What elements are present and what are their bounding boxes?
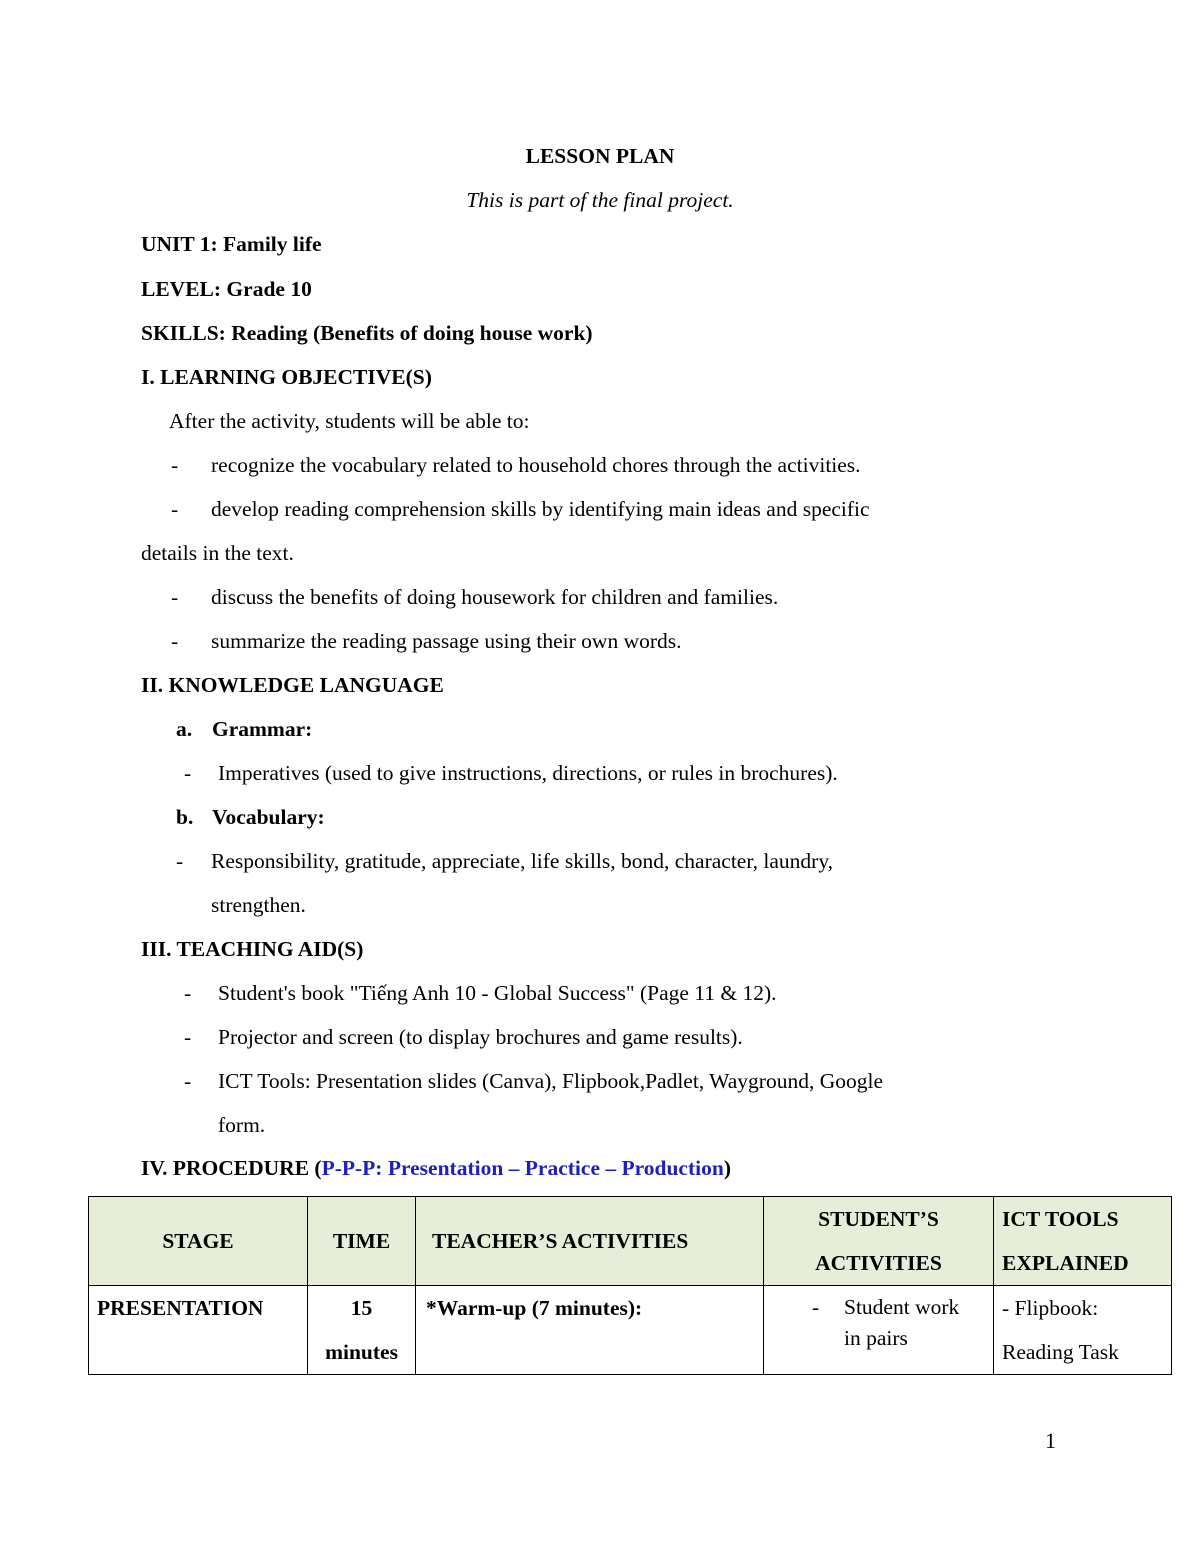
table-row xyxy=(89,1286,1172,1375)
objective-item-2: develop reading comprehension skills by identifying main ideas and specific xyxy=(211,497,870,521)
grammar-item: Imperatives (used to give instructions, directions, or rules in brochures). xyxy=(218,761,838,785)
vocab-marker: b. xyxy=(176,805,194,829)
procedure-heading xyxy=(141,1156,731,1181)
objective-bullet: - xyxy=(171,497,179,521)
aid-item-2: Projector and screen (to display brochures and game results). xyxy=(218,1025,743,1049)
procedure-table xyxy=(88,1196,1172,1375)
procedure-open-paren: ( xyxy=(314,1156,322,1180)
time-unit: minutes xyxy=(325,1340,398,1364)
objective-item-4: summarize the reading passage using their own words. xyxy=(211,629,682,653)
ict-line-2: Reading Task xyxy=(1002,1340,1119,1364)
objective-bullet: - xyxy=(171,453,179,477)
aid-bullet: - xyxy=(184,981,192,1005)
objectives-intro: After the activity, students will be able to: xyxy=(169,409,530,433)
vocab-bullet: - xyxy=(176,849,184,873)
level-line: LEVEL: Grade 10 xyxy=(141,277,312,301)
objective-bullet: - xyxy=(171,585,179,609)
page-title: LESSON PLAN xyxy=(525,144,675,168)
objective-item-3: discuss the benefits of doing housework for children and families. xyxy=(211,585,779,609)
col-stage-header: STAGE xyxy=(89,1197,308,1286)
ict-line-1: - Flipbook: xyxy=(1002,1296,1099,1320)
student-line-1: Student work xyxy=(844,1295,960,1319)
procedure-heading-text: IV. PROCEDURE xyxy=(141,1156,310,1180)
vocab-label: Vocabulary: xyxy=(212,805,325,829)
col-ict-header xyxy=(994,1197,1172,1286)
page-number: 1 xyxy=(1045,1428,1056,1453)
vocab-line-2: strengthen. xyxy=(211,893,306,917)
col-student-header xyxy=(764,1197,994,1286)
page-subtitle: This is part of the final project. xyxy=(466,188,734,212)
aid-item-3: ICT Tools: Presentation slides (Canva), Flipbook,Padlet, Wayground, Google xyxy=(218,1069,883,1093)
objective-item-1: recognize the vocabulary related to household chores through the activities. xyxy=(211,453,861,477)
time-cell xyxy=(308,1286,416,1375)
ict-cell xyxy=(994,1286,1172,1375)
table-header-row xyxy=(89,1197,1172,1286)
grammar-marker: a. xyxy=(176,717,193,741)
procedure-model: P-P-P: Presentation – Practice – Production xyxy=(321,1156,724,1180)
grammar-label: Grammar: xyxy=(212,717,313,741)
unit-line: UNIT 1: Family life xyxy=(141,232,322,256)
col-student-header-text: STUDENT’S ACTIVITIES xyxy=(815,1207,942,1275)
knowledge-heading: II. KNOWLEDGE LANGUAGE xyxy=(141,673,444,697)
vocab-line-1: Responsibility, gratitude, appreciate, life skills, bond, character, laundry, xyxy=(211,849,834,873)
aids-heading: III. TEACHING AID(S) xyxy=(141,937,364,961)
student-line-2: in pairs xyxy=(844,1326,908,1350)
time-value: 15 xyxy=(350,1296,373,1320)
stage-cell: PRESENTATION xyxy=(89,1286,308,1375)
objective-item-2-continuation: details in the text. xyxy=(141,541,294,565)
teacher-cell: *Warm-up (7 minutes): xyxy=(416,1286,764,1375)
col-teacher-header: TEACHER’S ACTIVITIES xyxy=(416,1197,764,1286)
aid-bullet: - xyxy=(184,1025,192,1049)
student-bullet: - xyxy=(812,1295,820,1319)
aid-item-3-continuation: form. xyxy=(218,1113,266,1137)
skills-line: SKILLS: Reading (Benefits of doing house work) xyxy=(141,321,593,345)
student-cell xyxy=(764,1286,994,1375)
objective-bullet: - xyxy=(171,629,179,653)
objectives-heading: I. LEARNING OBJECTIVE(S) xyxy=(141,365,432,389)
procedure-close-paren: ) xyxy=(723,1156,731,1180)
student-bullet-item xyxy=(772,1286,985,1354)
aid-bullet: - xyxy=(184,1069,192,1093)
col-time-header: TIME xyxy=(308,1197,416,1286)
grammar-bullet: - xyxy=(184,761,192,785)
col-ict-header-text: ICT TOOLS EXPLAINED xyxy=(1002,1207,1129,1275)
aid-item-1: Student's book "Tiếng Anh 10 - Global Success" (Page 11 & 12). xyxy=(218,981,777,1005)
